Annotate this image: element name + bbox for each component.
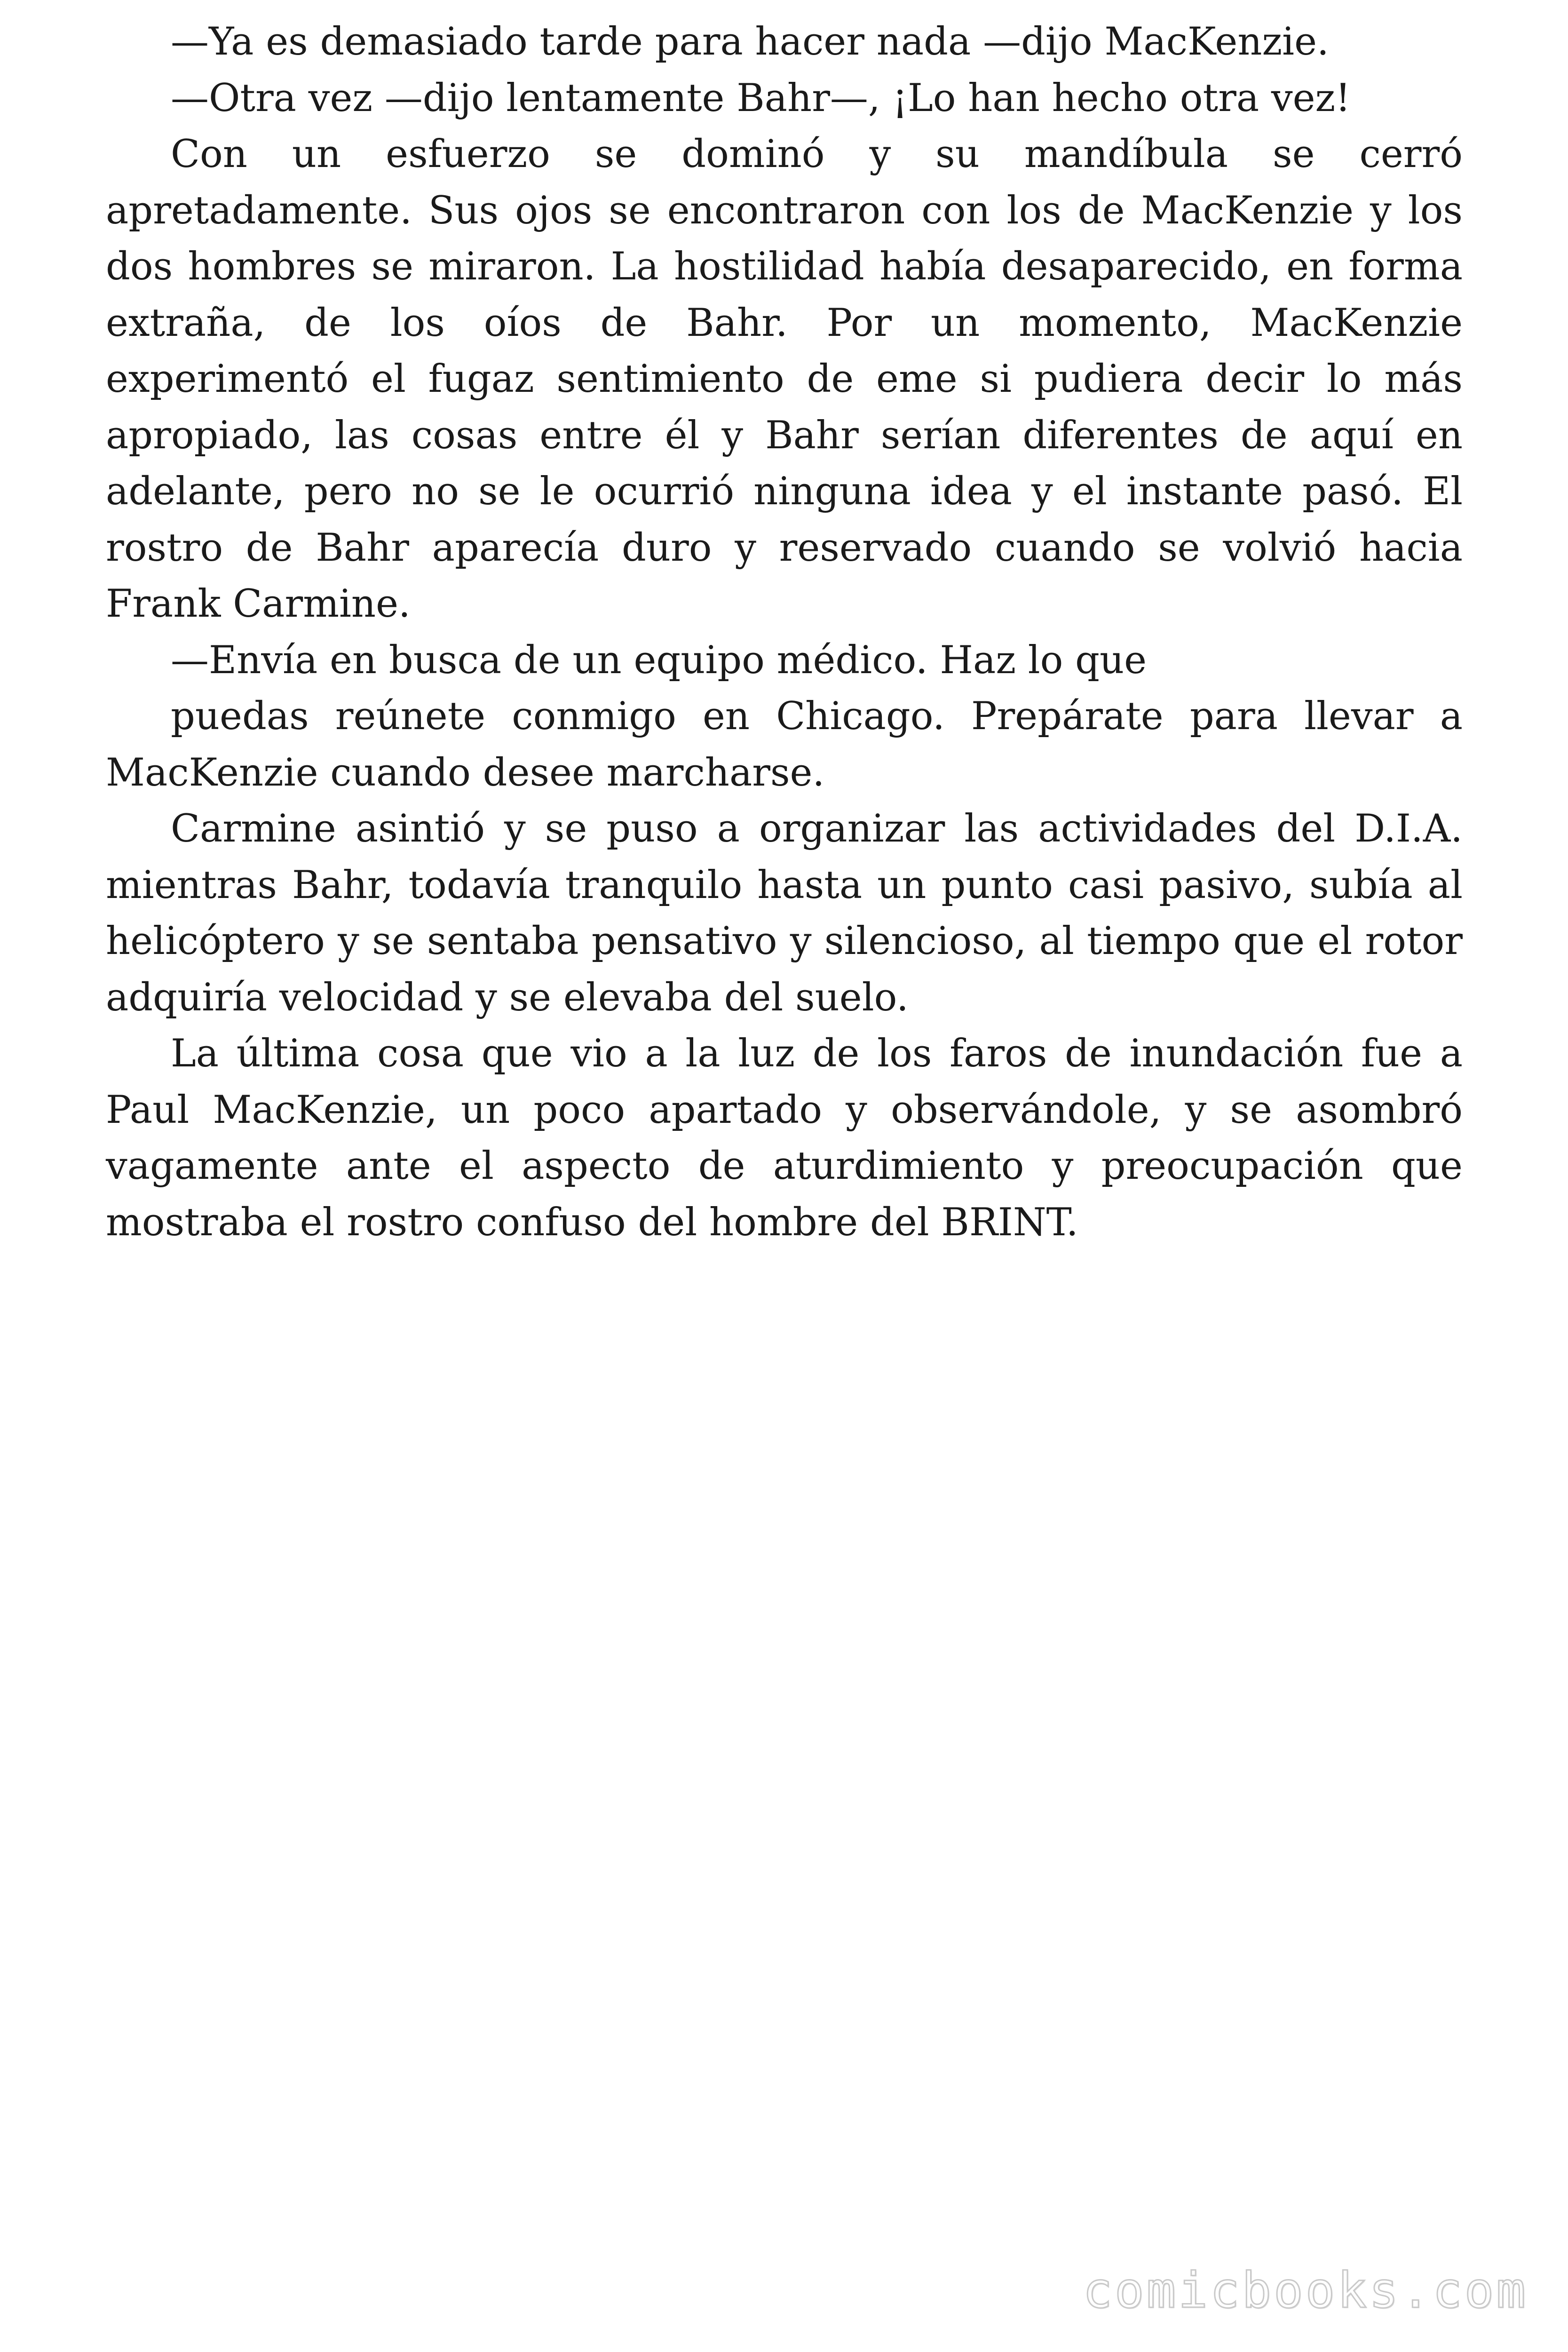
paragraph: Con un esfuerzo se dominó y su mandíbula se cerró apretadamente. Sus ojos se encontraron con los de MacKenzie y los dos hombres se miraron. La hostilidad había desaparecido, en forma extraña, de los oíos de Bahr. Por un momento, MacKenzie experimentó el fugaz sentimiento de eme si pudiera decir lo más apropiado, las cosas entre él y Bahr serían diferentes de aquí en adelante, pero no se le ocurrió ninguna idea y el instante pasó. El rostro de Bahr aparecía duro y reservado cuando se volvió hacia Frank Carmine. bbox=[106, 132, 1463, 626]
paragraph: La última cosa que vio a la luz de los faros de inundación fue a Paul MacKenzie, un poco apartado y observándole, y se asombró vagamente ante el aspecto de aturdimiento y preocupación que mostraba el rostro confuso del hombre del BRINT. bbox=[106, 1032, 1463, 1245]
paragraph: puedas reúnete conmigo en Chicago. Prepárate para llevar a MacKenzie cuando desee marcharse. bbox=[106, 694, 1463, 795]
watermark-logo: comicbooks.com bbox=[1083, 2262, 1528, 2319]
paragraph: —Ya es demasiado tarde para hacer nada —dijo MacKenzie. bbox=[171, 20, 1329, 64]
paragraph: —Envía en busca de un equipo médico. Haz lo que bbox=[171, 638, 1147, 683]
paragraph: —Otra vez —dijo lentamente Bahr—, ¡Lo han hecho otra vez! bbox=[171, 76, 1351, 120]
book-page bbox=[106, 14, 1463, 1251]
paragraph: Carmine asintió y se puso a organizar las actividades del D.I.A. mientras Bahr, todavía tranquilo hasta un punto casi pasivo, subía al helicóptero y se sentaba pensativo y silencioso, al tiempo que el rotor adquiría velocidad y se elevaba del suelo. bbox=[106, 807, 1463, 1020]
